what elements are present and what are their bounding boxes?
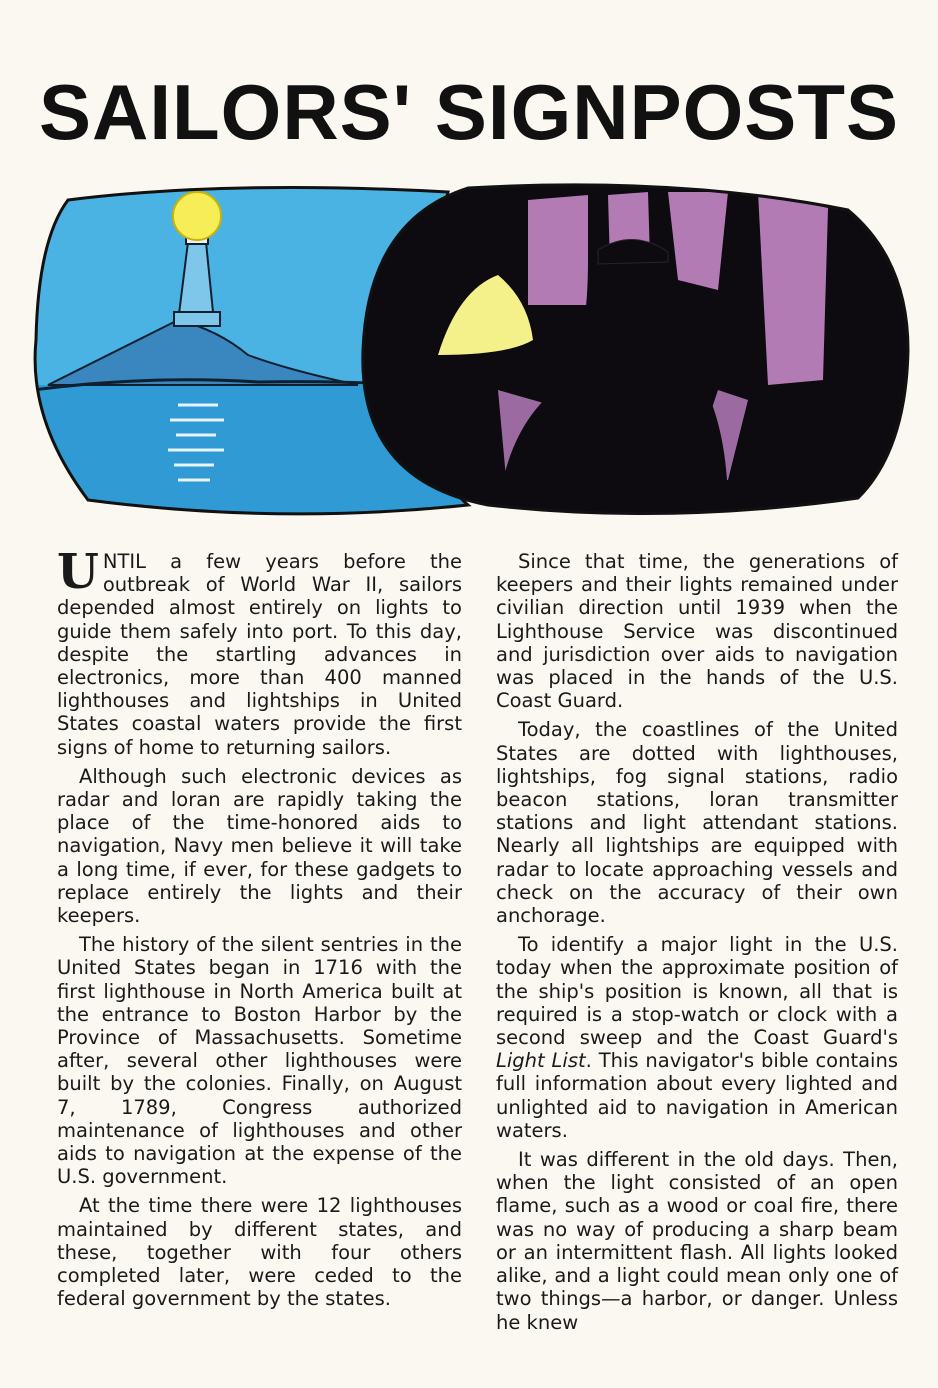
navigator-panel bbox=[348, 180, 910, 525]
paragraph-text: NTIL a few years before the outbreak of World War II, sailors depended almost entirely on lights to guide them safely into port. To this day, despite the startling advances in electronics, more than 400 manned lighthouses and lightships in United States coastal waters provide the first signs of home to returning sailors. bbox=[57, 550, 462, 759]
light-list-title: Light List bbox=[496, 1049, 586, 1073]
paragraph: Since that time, the generations of keepers and their lights remained under civilian direction until 1939 when the Lighthouse Service was discontinued and jurisdiction over aids to navigation was placed in the hands of the U.S. Coast Guard. bbox=[496, 550, 898, 713]
right-column bbox=[496, 550, 898, 1340]
paragraph: It was different in the old days. Then, when the light consisted of an open flame, such as a wood or coal fire, there was no way of producing a sharp beam or an intermittent flash. All lights looked alike, and a light could mean only one of two things—a harbor, or danger. Unless he knew bbox=[496, 1148, 898, 1334]
paragraph: At the time there were 12 lighthouses maintained by different states, and these, together with four others completed later, were ceded to the federal government by the states. bbox=[57, 1194, 462, 1311]
paragraph-text: . This navigator's bible contains full information about every lighted and unlighted aid to navigation in American waters. bbox=[496, 1049, 898, 1142]
paragraph-text: To identify a major light in the U.S. today when the approximate position of the ship's position is known, all that is required is a stop-watch or clock with a second sweep and the Coast Guard's bbox=[496, 933, 898, 1050]
page-title: SAILORS' SIGNPOSTS bbox=[38, 68, 899, 156]
drop-cap: U bbox=[57, 544, 99, 600]
paragraph bbox=[496, 933, 898, 1142]
paragraph: Today, the coastlines of the United States are dotted with lighthouses, lightships, fog signal stations, radio beacon stations, loran transmitter stations and light attendant stations. Nearly all lightships are equipped with radar to locate approaching vessels and check on the accuracy of their own anchorage. bbox=[496, 718, 898, 928]
paragraph: The history of the silent sentries in the United States began in 1716 with the first lighthouse in North America built at the entrance to Boston Harbor by the Province of Massachusetts. Sometime after, several other lighthouses were built by the colonies. Finally, on August 7, 1789, Congress authorized maintenance of lighthouses and other aids to navigation at the expense of the U.S. government. bbox=[57, 933, 462, 1189]
left-column bbox=[57, 544, 462, 1317]
paragraph: Although such electronic devices as radar and loran are rapidly taking the place of the time-honored aids to navigation, Navy men believe it will take a long time, if ever, for these gadgets to replace entirely the lights and their keepers. bbox=[57, 764, 462, 928]
lighthouse-navigator-illustration bbox=[28, 180, 910, 525]
paragraph bbox=[57, 544, 462, 759]
